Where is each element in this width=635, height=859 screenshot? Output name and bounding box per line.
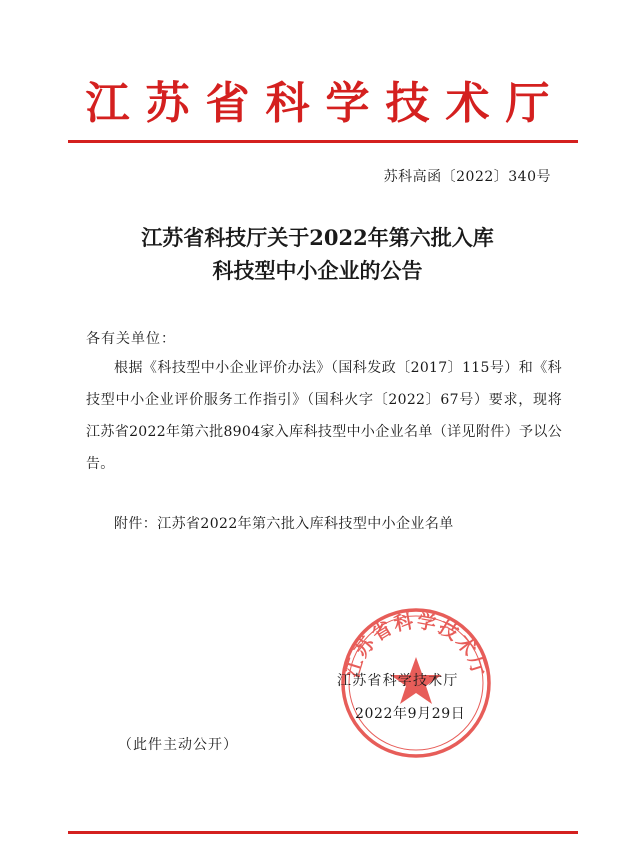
seal-text: 江苏省科学技术厅: [341, 610, 491, 681]
title-line-2: 科技型中小企业的公告: [212, 258, 423, 283]
salutation: 各有关单位：: [86, 331, 176, 347]
disclosure-note: （此件主动公开）: [118, 737, 238, 753]
body-paragraph: 根据《科技型中小企业评价办法》（国科发政〔2017〕115号）和《科技型中小企业评价服务工作指引》（国科火字〔2022〕67号）要求，现将江苏省2022年第六批8904家入库科技型中小企业名单（详见附件）予以公告。: [86, 360, 562, 472]
title-line-1: 江苏省科技厅关于2022年第六批入库: [141, 225, 494, 250]
signature-date: 2022年9月29日: [355, 706, 466, 722]
attachment-line: 附件：江苏省2022年第六批入库科技型中小企业名单: [114, 516, 454, 532]
issuer-header: 江苏省科学技术厅: [85, 78, 566, 129]
footer-rule: [68, 831, 578, 834]
document-number: 苏科高函〔2022〕340号: [383, 169, 551, 185]
header-rule: [68, 140, 578, 143]
signer-name: 江苏省科学技术厅: [337, 673, 459, 689]
document-title: [0, 221, 635, 287]
